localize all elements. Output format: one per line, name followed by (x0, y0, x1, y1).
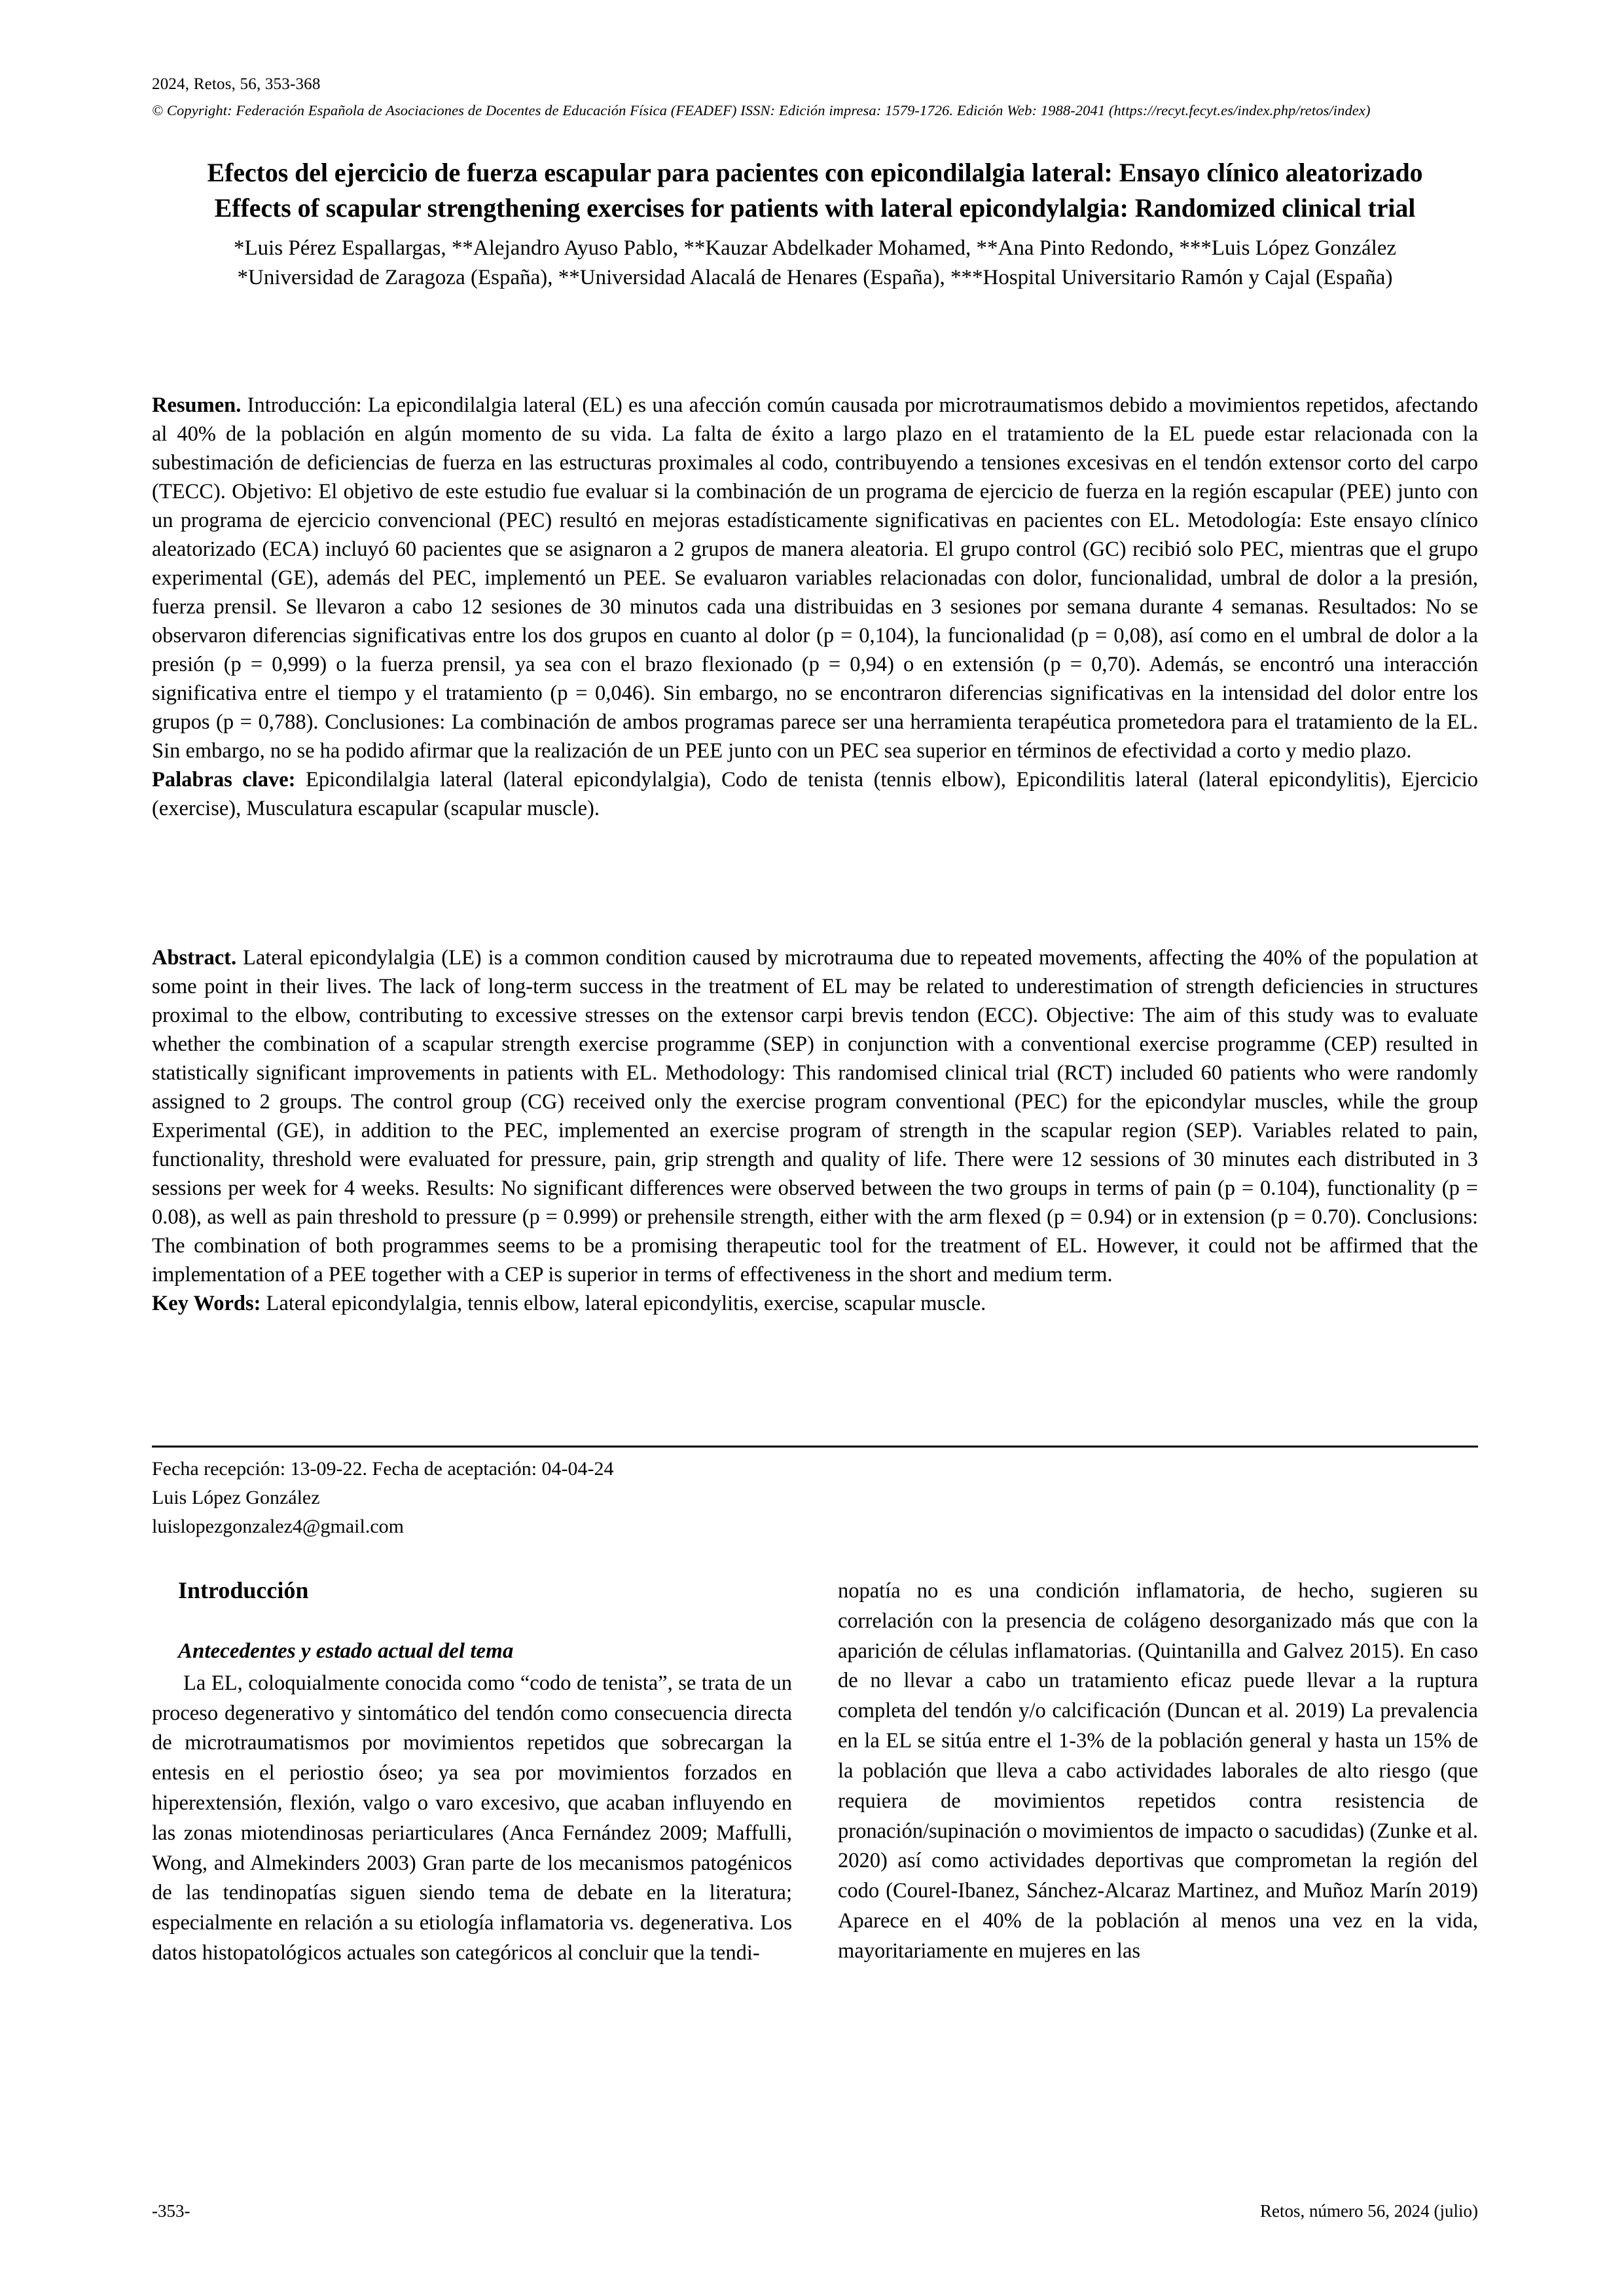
contact-block (152, 1455, 1478, 1541)
page-title-english: Effects of scapular strengthening exercises for patients with lateral epicondylalgia: Randomized clinical trial (214, 193, 1416, 223)
issue-line: 2024, Retos, 56, 353-368 (152, 75, 321, 93)
resumen-section (152, 391, 1478, 823)
page-number: -353- (152, 2201, 190, 2221)
page-title-spanish: Efectos del ejercicio de fuerza escapular para pacientes con epicondilalgia lateral: Ensayo clínico aleatorizado (207, 158, 1423, 187)
abstract-paragraph (152, 943, 1478, 1289)
body-paragraph-right: nopatía no es una condición inflamatoria, de hecho, sugieren su correlación con la presencia de colágeno desorganizado más que con la aparición de células inflamatorias. (Quintanilla and Galvez 2015). En caso de no llevar a cabo un tratamiento eficaz puede llevar a la ruptura completa del tendón y/o calcificación (Duncan et al. 2019) La prevalencia en la EL se sitúa entre el 1-3% de la población general y hasta un 15% de la población que lleva a cabo actividades laborales de alto riesgo (que requiera de movimientos repetidos contra resistencia de pronación/supinación o movimientos de impacto o sacudidas) (Zunke et al. 2020) así como actividades deportivas que comprometan la región del codo (Courel-Ibanez, Sánchez-Alcaraz Martinez, and Muñoz Marín 2019) Aparece en el 40% de la población al menos una vez en la vida, mayoritariamente en mujeres en las (838, 1579, 1478, 1963)
resumen-keywords-label: Palabras clave: (152, 768, 296, 792)
corresponding-author-name: Luis López González (152, 1487, 320, 1509)
running-head (152, 73, 1478, 121)
resumen-body: Introducción: La epicondilalgia lateral (EL) es una afección común causada por microtraumatismos debido a movimientos repetidos, afectando al 40% de la población en algún momento de su vida. La falta de éxito a largo plazo en el tratamiento de la EL puede estar relacionada con la subestimación de deficiencias de fuerza en las estructuras proximales al codo, contribuyendo a tensiones excesivas en el tendón extensor corto del carpo (TECC). Objetivo: El objetivo de este estudio fue evaluar si la combinación de un programa de ejercicio de fuerza en la región escapular (PEE) junto con un programa de ejercicio convencional (PEC) resultó en mejoras estadísticamente significativas en pacientes con EL. Metodología: Este ensayo clínico aleatorizado (ECA) incluyó 60 pacientes que se asignaron a 2 grupos de manera aleatoria. El grupo control (GC) recibió solo PEC, mientras que el grupo experimental (GE), además del PEC, implementó un PEE. Se evaluaron variables relacionadas con dolor, funcionalidad, umbral de dolor a la presión, fuerza prensil. Se llevaron a cabo 12 sesiones de 30 minutos cada una distribuidas en 3 sesiones por semana durante 4 semanas. Resultados: No se observaron diferencias significativas entre los dos grupos en cuanto al dolor (p = 0,104), la funcionalidad (p = 0,08), así como en el umbral de dolor a la presión (p = 0,999) o la fuerza prensil, ya sea con el brazo flexionado (p = 0,94) o en extensión (p = 0,70). Además, se encontró una interacción significativa entre el tiempo y el tratamiento (p = 0,046). Sin embargo, no se encontraron diferencias significativas en la intensidad del dolor entre los grupos (p = 0,788). Conclusiones: La combinación de ambos programas parece ser una herramienta terapéutica prometedora para el tratamiento de la EL. Sin embargo, no se ha podido afirmar que la realización de un PEE junto con un PEC sea superior en términos de efectividad a corto y medio plazo. (152, 393, 1478, 763)
page-footer (152, 2201, 1478, 2221)
submission-dates: Fecha recepción: 13-09-22. Fecha de aceptación: 04-04-24 (152, 1458, 614, 1480)
resumen-keywords-paragraph (152, 765, 1478, 823)
body-columns (152, 1576, 1478, 2120)
abstract-keywords-paragraph (152, 1289, 1478, 1318)
column-left (152, 1576, 792, 1969)
resumen-paragraph (152, 391, 1478, 765)
resumen-keywords: Epicondilalgia lateral (lateral epicondylalgia), Codo de tenista (tennis elbow), Epicondilitis lateral (lateral epicondylitis), Ejercicio (exercise), Musculatura escapular (scapular muscle). (152, 768, 1479, 821)
copyright-line: © Copyright: Federación Española de Asociaciones de Docentes de Educación Física (FEADEF) ISSN: Edición impresa: 1579-1726. Edición Web: 1988-2041 (https://recyt.fecyt.es/index.php/retos/index) (152, 101, 1371, 118)
abstract-keywords-label: Key Words: (152, 1292, 261, 1316)
abstract-section (152, 943, 1478, 1318)
abstract-label: Abstract. (152, 946, 237, 970)
column-right (838, 1576, 1478, 1967)
abstract-body: Lateral epicondylalgia (LE) is a common condition caused by microtrauma due to repeated movements, affecting the 40% of the population at some point in their lives. The lack of long-term success in the treatment of EL may be related to underestimation of strength deficiencies in structures proximal to the elbow, contributing to excessive stresses on the extensor carpi brevis tendon (ECC). Objective: The aim of this study was to evaluate whether the combination of a scapular strength exercise programme (SEP) in conjunction with a conventional exercise programme (CEP) resulted in statistically significant improvements in patients with EL. Methodology: This randomised clinical trial (RCT) included 60 patients who were randomly assigned to 2 groups. The control group (CG) received only the exercise program conventional (PEC) for the epicondylar muscles, while the group Experimental (GE), in addition to the PEC, implemented an exercise program of strength in the scapular region (SEP). Variables related to pain, functionality, threshold were evaluated for pressure, pain, grip strength and quality of life. There were 12 sessions of 30 minutes each distributed in 3 sessions per week for 4 weeks. Results: No significant differences were observed between the two groups in terms of pain (p = 0.104), functionality (p = 0.08), as well as pain threshold to pressure (p = 0.999) or prehensile strength, either with the arm flexed (p = 0.94) or in extension (p = 0.70). Conclusions: The combination of both programmes seems to be a promising therapeutic tool for the treatment of EL. However, it could not be affirmed that the implementation of a PEE together with a CEP is superior in terms of effectiveness in the short and medium term. (152, 946, 1478, 1287)
section-heading-introduccion: Introducción (178, 1577, 309, 1603)
subsection-heading-antecedentes: Antecedentes y estado actual del tema (178, 1639, 514, 1664)
author-list: *Luis Pérez Espallargas, **Alejandro Ayuso Pablo, **Kauzar Abdelkader Mohamed, **Ana Pinto Redondo, ***Luis López González (233, 236, 1397, 261)
corresponding-author-email[interactable]: luislopezgonzalez4@gmail.com (152, 1516, 405, 1538)
body-paragraph-left: La EL, coloquialmente conocida como “codo de tenista”, se trata de un proceso degenerativo y sintomático del tendón como consecuencia directa de microtraumatismos por movimientos repetidos que sobrecargan la entesis en el periostio óseo; ya sea por movimientos forzados en hiperextensión, flexión, valgo o varo excesivo, que acaban influyendo en las zonas miotendinosas periarticulares (Anca Fernández 2009; Maffulli, Wong, and Almekinders 2003) Gran parte de los mecanismos patogénicos de las tendinopatías siguen siendo tema de debate en la literatura; especialmente en relación a su etiología inflamatoria vs. degenerativa. Los datos histopatológicos actuales son categóricos al concluir que la tendi- (152, 1671, 792, 1965)
journal-reference: Retos, número 56, 2024 (julio) (1260, 2201, 1478, 2221)
affiliation-list: *Universidad de Zaragoza (España), **Universidad Alacalá de Henares (España), ***Hospital Universitario Ramón y Cajal (España) (237, 265, 1393, 289)
resumen-label: Resumen. (152, 393, 242, 417)
title-block (152, 156, 1478, 292)
abstract-keywords: Lateral epicondylalgia, tennis elbow, lateral epicondylitis, exercise, scapular muscle. (261, 1292, 986, 1316)
horizontal-divider (152, 1446, 1478, 1448)
